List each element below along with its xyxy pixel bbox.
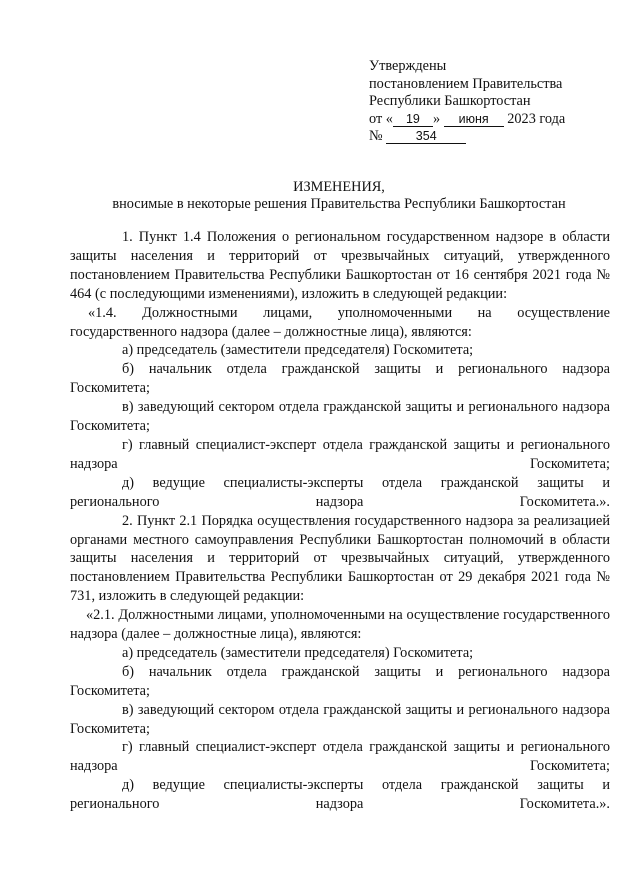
- approval-line-1: Утверждены: [369, 58, 447, 74]
- approval-line-2: постановлением Правительства: [369, 75, 563, 92]
- date-year: 2023 года: [507, 110, 566, 127]
- approval-line-3: Республики Башкортостан: [369, 93, 531, 109]
- document-heading: ИЗМЕНЕНИЯ,: [293, 179, 385, 195]
- approval-block: [369, 58, 565, 146]
- paragraph-clause-2-1: «2.1. Должностными лицами, уполномоченными на осуществление государственного надзора (далее – должностные лица), являются:: [70, 607, 610, 643]
- list-item-d-2: д) ведущие специалисты-эксперты отдела гражданской защиты и регионального надзора Госкомитета.».: [70, 777, 610, 813]
- paragraph-item-2: 2. Пункт 2.1 Порядка осуществления государственного надзора за реализацией органами местного самоуправления Республики Башкортостан полномочий в области защиты населения и территорий от чрезвычайных ситуаций, утвержденного постановлением Правительства Республики Башкортостан от 29 декабря 2021 года № 731, изложить в следующей редакции:: [70, 512, 610, 605]
- list-item-a: а) председатель (заместители председателя) Госкомитета;: [122, 342, 474, 359]
- list-item-g: г) главный специалист-эксперт отдела гражданской защиты и регионального надзора Госкомитета;: [70, 436, 610, 472]
- paragraph-item-1: 1. Пункт 1.4 Положения о региональном государственном надзоре в области защиты населения и территорий от чрезвычайных ситуаций, утвержденного постановлением Правительства Республики Башкортостан от 16 сентября 2021 года № 464 (с последующими изменениями), изложить в следующей редакции:: [70, 229, 610, 302]
- approval-number-line: [369, 128, 565, 146]
- list-item-g-2: г) главный специалист-эксперт отдела гражданской защиты и регионального надзора Госкомитета;: [70, 739, 610, 775]
- list-item-a-2: а) председатель (заместители председателя) Госкомитета;: [122, 644, 474, 661]
- document-subheading: вносимые в некоторые решения Правительства Республики Башкортостан: [112, 196, 566, 212]
- number-sign: №: [369, 128, 383, 144]
- date-prefix: от «: [369, 110, 393, 127]
- document-title-block: [70, 179, 608, 213]
- list-item-d: д) ведущие специалисты-эксперты отдела гражданской защиты и регионального надзора Госкомитета.».: [70, 474, 610, 510]
- date-month: июня: [444, 112, 504, 127]
- document-number: 354: [386, 129, 466, 144]
- list-item-b-2: б) начальник отдела гражданской защиты и регионального надзора Госкомитета;: [70, 663, 610, 699]
- paragraph-clause-1-4: «1.4. Должностными лицами, уполномоченными на осуществление государственного надзора (далее – должностные лица), являются:: [70, 304, 610, 340]
- list-item-v: в) заведующий сектором отдела гражданской защиты и регионального надзора Госкомитета;: [70, 399, 610, 435]
- approval-date-line: [369, 111, 565, 129]
- document-body: [70, 228, 610, 814]
- list-item-v-2: в) заведующий сектором отдела гражданской защиты и регионального надзора Госкомитета;: [70, 701, 610, 737]
- list-item-b: б) начальник отдела гражданской защиты и регионального надзора Госкомитета;: [70, 361, 610, 397]
- date-quote-close: »: [432, 110, 441, 127]
- date-day: 19: [393, 112, 433, 127]
